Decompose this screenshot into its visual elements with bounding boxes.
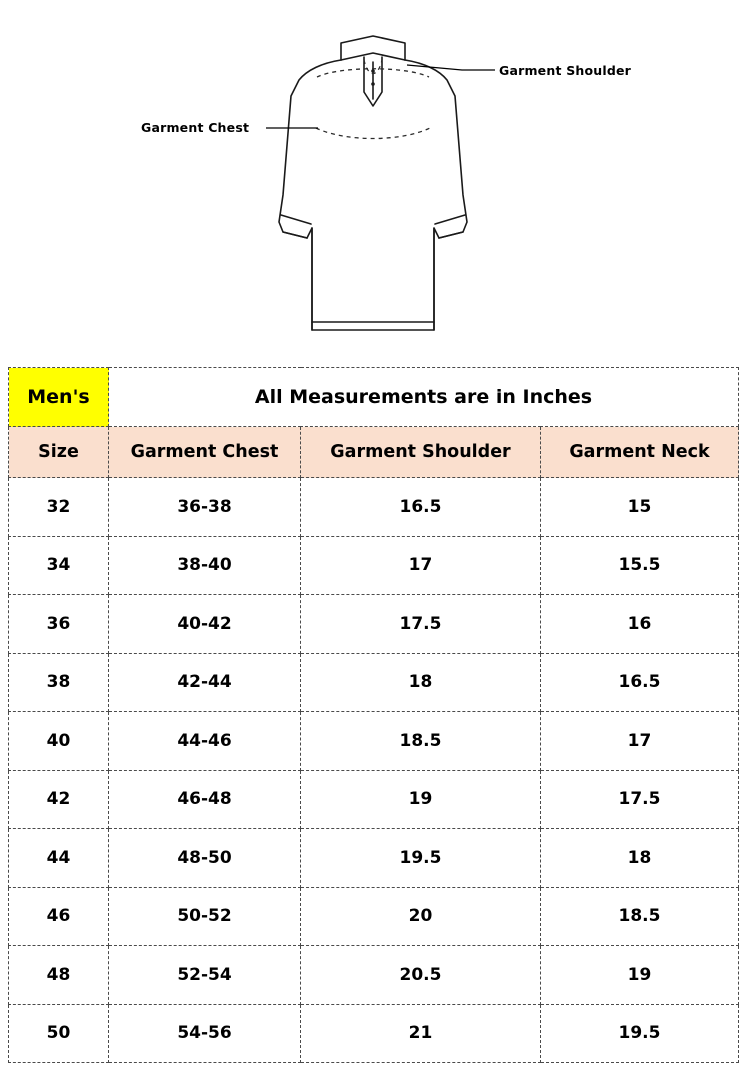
cell-shoulder: 20 (301, 887, 541, 946)
cell-chest: 54-56 (109, 1004, 301, 1063)
size-chart-table (8, 367, 739, 1063)
column-header-garment-neck: Garment Neck (541, 427, 739, 478)
cell-size: 40 (9, 712, 109, 771)
kurta-diagram-svg (0, 0, 746, 360)
cell-chest: 44-46 (109, 712, 301, 771)
cell-chest: 40-42 (109, 595, 301, 654)
cell-size: 50 (9, 1004, 109, 1063)
cell-chest: 50-52 (109, 887, 301, 946)
cell-chest: 52-54 (109, 946, 301, 1005)
size-chart-body (9, 368, 739, 1063)
table-row (9, 946, 739, 1005)
cell-neck: 17.5 (541, 770, 739, 829)
cell-neck: 19.5 (541, 1004, 739, 1063)
cell-chest: 48-50 (109, 829, 301, 888)
cell-chest: 42-44 (109, 653, 301, 712)
table-row (9, 653, 739, 712)
cell-neck: 16.5 (541, 653, 739, 712)
table-row (9, 887, 739, 946)
cell-size: 42 (9, 770, 109, 829)
cell-shoulder: 16.5 (301, 478, 541, 537)
cell-size: 36 (9, 595, 109, 654)
column-header-garment-chest: Garment Chest (109, 427, 301, 478)
cell-chest: 38-40 (109, 536, 301, 595)
table-row (9, 595, 739, 654)
cell-shoulder: 18 (301, 653, 541, 712)
cell-size: 44 (9, 829, 109, 888)
cell-shoulder: 20.5 (301, 946, 541, 1005)
cell-shoulder: 17.5 (301, 595, 541, 654)
category-cell: Men's (9, 368, 109, 427)
cell-shoulder: 18.5 (301, 712, 541, 771)
cell-neck: 15 (541, 478, 739, 537)
cell-chest: 36-38 (109, 478, 301, 537)
cell-size: 48 (9, 946, 109, 1005)
table-row (9, 829, 739, 888)
table-row (9, 770, 739, 829)
cell-size: 34 (9, 536, 109, 595)
cell-neck: 17 (541, 712, 739, 771)
cell-neck: 15.5 (541, 536, 739, 595)
cell-neck: 18.5 (541, 887, 739, 946)
cell-shoulder: 17 (301, 536, 541, 595)
column-header-garment-shoulder: Garment Shoulder (301, 427, 541, 478)
table-row (9, 712, 739, 771)
cell-neck: 16 (541, 595, 739, 654)
table-row (9, 478, 739, 537)
table-header-row (9, 427, 739, 478)
garment-illustration (0, 0, 746, 360)
cell-shoulder: 19.5 (301, 829, 541, 888)
cell-neck: 19 (541, 946, 739, 1005)
cell-neck: 18 (541, 829, 739, 888)
callout-label-garment-shoulder: Garment Shoulder (499, 63, 632, 78)
table-row (9, 1004, 739, 1063)
size-chart-container (8, 367, 738, 1063)
cell-size: 38 (9, 653, 109, 712)
callout-label-garment-chest: Garment Chest (141, 120, 250, 135)
column-header-size: Size (9, 427, 109, 478)
cell-shoulder: 21 (301, 1004, 541, 1063)
shoulder-leader-line (407, 65, 495, 70)
cell-size: 32 (9, 478, 109, 537)
table-row (9, 536, 739, 595)
table-title-row (9, 368, 739, 427)
cell-size: 46 (9, 887, 109, 946)
cell-shoulder: 19 (301, 770, 541, 829)
units-cell: All Measurements are in Inches (109, 368, 739, 427)
cell-chest: 46-48 (109, 770, 301, 829)
